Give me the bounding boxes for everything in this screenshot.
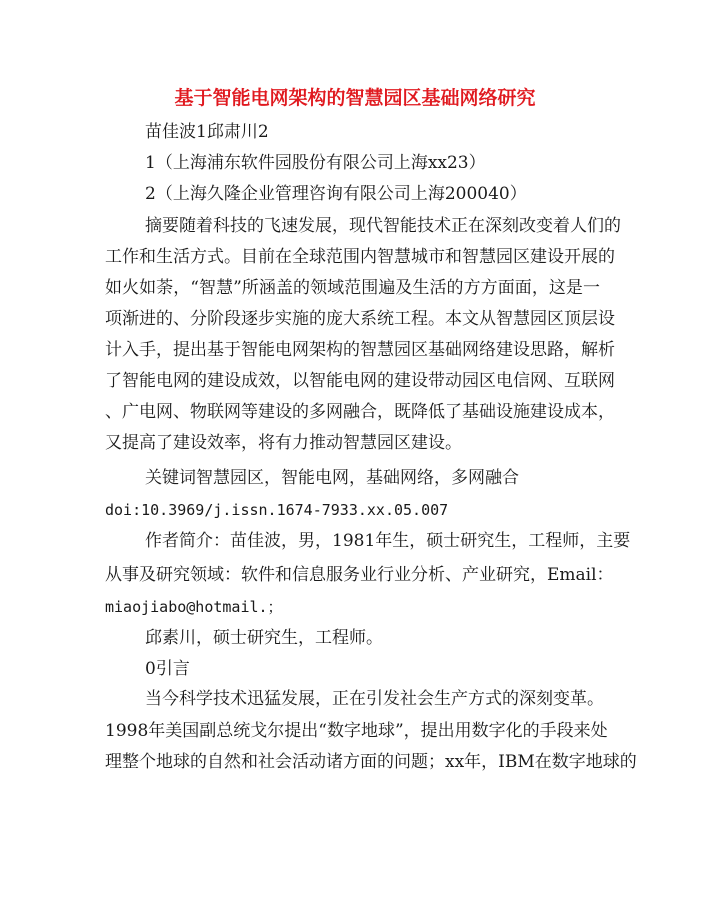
abstract-line: 计入手，提出基于智能电网架构的智慧园区基础网络建设思路，解析: [105, 340, 615, 360]
intro-line: 当今科学技术迅猛发展，正在引发社会生产方式的深刻变革。: [145, 689, 604, 709]
author-bio-line: 作者简介：苗佳波，男，1981年生，硕士研究生，工程师，主要: [145, 531, 631, 551]
authors: 苗佳波1邱肃川2: [145, 122, 269, 142]
author-bio-line: miaojiabo@hotmail.；: [105, 598, 283, 616]
abstract-line: 如火如荼，“智慧”所涵盖的领域范围遍及生活的方方面面，这是一: [105, 278, 600, 298]
document-title: 基于智能电网架构的智慧园区基础网络研究: [174, 87, 536, 109]
keywords: 关键词智慧园区，智能电网，基础网络，多网融合: [145, 468, 519, 488]
intro-line: 理整个地球的自然和社会活动诸方面的问题；xx年，IBM在数字地球的: [105, 752, 637, 772]
section-heading: 0引言: [145, 659, 190, 679]
abstract-line: 工作和生活方式。目前在全球范围内智慧城市和智慧园区建设开展的: [105, 247, 615, 267]
abstract-line: 又提高了建设效率，将有力推动智慧园区建设。: [105, 433, 462, 453]
author2-bio: 邱素川，硕士研究生，工程师。: [145, 628, 383, 648]
abstract-line: 项渐进的、分阶段逐步实施的庞大系统工程。本文从智慧园区顶层设: [105, 309, 615, 329]
abstract-line: 了智能电网的建设成效，以智能电网的建设带动园区电信网、互联网: [105, 371, 615, 391]
doi: doi:10.3969/j.issn.1674-7933.xx.05.007: [105, 501, 449, 519]
abstract-line: 摘要随着科技的飞速发展，现代智能技术正在深刻改变着人们的: [145, 216, 621, 236]
abstract-line: 、广电网、物联网等建设的多网融合，既降低了基础设施建设成本，: [105, 402, 615, 422]
affiliation-1: 1（上海浦东软件园股份有限公司上海xx23）: [145, 153, 486, 173]
affiliation-2: 2（上海久隆企业管理咨询有限公司上海200040）: [145, 184, 527, 204]
author-bio-line: 从事及研究领域：软件和信息服务业行业分析、产业研究，Email：: [105, 565, 614, 585]
intro-line: 1998年美国副总统戈尔提出“数字地球”，提出用数字化的手段来处: [105, 721, 608, 741]
